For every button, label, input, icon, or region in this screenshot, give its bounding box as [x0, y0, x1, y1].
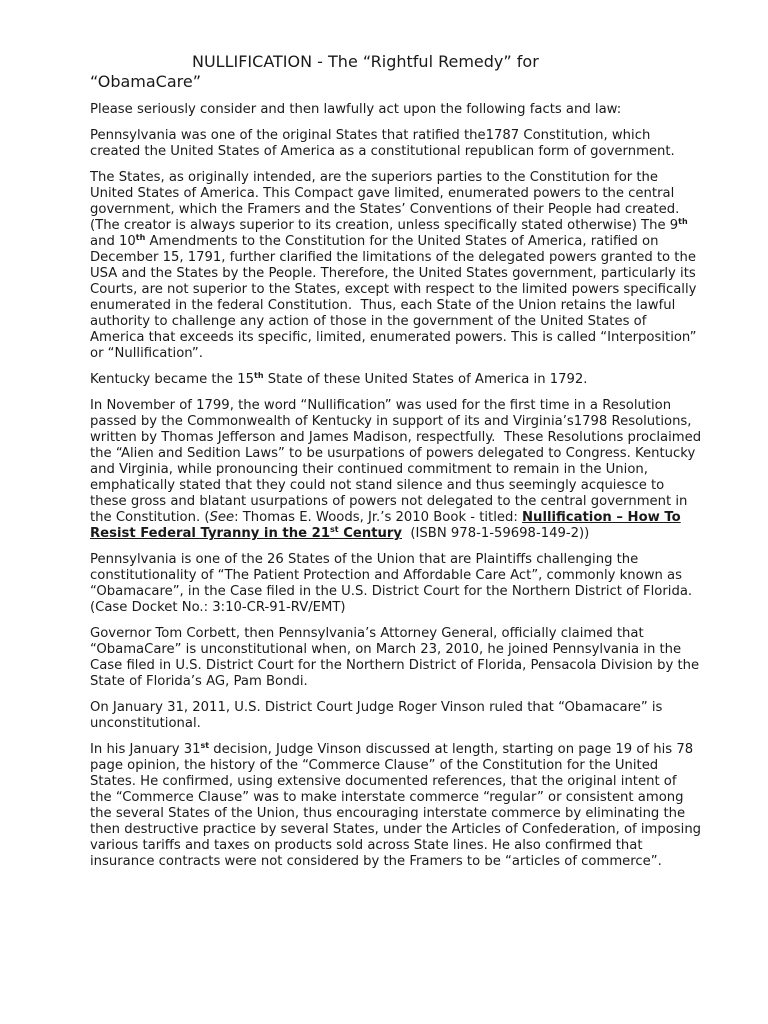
paragraph-commerce-clause: In his January 31st decision, Judge Vinson discussed at length, starting on page 19 of his 78 page opinion, the history of the “Commerce Clause” of the Constitution for the United States. He confirmed, using extensive documented references, that the original intent of the “Commerce Clause” was to make interstate commerce “regular” or consistent among the several States of the Union, thus encouraging interstate commerce by eliminating the then destructive practice by several States, under the Articles of Confederation, of imposing various tariffs and taxes on products sold across State lines. He also confirmed that insurance contracts were not considered by the Framers to be “articles of commerce”.	[90, 741, 702, 869]
paragraph-pennsylvania-ratified: Pennsylvania was one of the original States that ratified the1787 Constitution, which created the United States of America as a constitutional republican form of government.	[90, 128, 675, 159]
paragraph-states-superior: The States, as originally intended, are the superiors parties to the Constitution for the United States of America. This Compact gave limited, enumerated powers to the central government, which the Framers and the States’ Conventions of their People had created. (The creator is always superior to its creation, unless specifically stated otherwise) The 9th and 10th Amendments to the Constitution for the United States of America, ratified on December 15, 1791, further clarified the limitations of the delegated powers granted to the USA and the States by the People. Therefore, the United States government, particularly its Courts, are not superior to the States, except with respect to the limited powers specifically enumerated in the federal Constitution. Thus, each State of the Union retains the lawful authority to challenge any action of those in the government of the United States of America that exceeds its specific, limited, enumerated powers. This is called “Interposition” or “Nullification”.	[90, 170, 697, 361]
book-title: Nullification – How To Resist Federal Tyranny in the 21st Century	[90, 510, 681, 541]
document-title	[90, 52, 690, 92]
paragraph-intro: Please seriously consider and then lawfully act upon the following facts and law:	[90, 102, 622, 117]
title-line-2: “ObamaCare”	[90, 72, 201, 91]
paragraph-plaintiffs: Pennsylvania is one of the 26 States of the Union that are Plaintiffs challenging the constitutionality of “The Patient Protection and Affordable Care Act”, commonly known as “Obamacare”, in the Case filed in the U.S. District Court for the Northern District of Florida. (Case Docket No.: 3:10-CR-91-RV/EMT)	[90, 552, 693, 615]
paragraph-kentucky: Kentucky became the 15th State of these United States of America in 1792.	[90, 371, 588, 387]
title-line-1: NULLIFICATION - The “Rightful Remedy” for	[192, 52, 539, 71]
paragraph-vinson-ruling: On January 31, 2011, U.S. District Court Judge Roger Vinson ruled that “Obamacare” is unconstitutional.	[90, 700, 663, 731]
paragraph-nullification-history: In November of 1799, the word “Nullification” was used for the first time in a Resolution passed by the Commonwealth of Kentucky in support of its and Virginia’s1798 Resolutions, written by Thomas Jefferson and James Madison, respectfully. These Resolutions proclaimed the “Alien and Sedition Laws” to be usurpations of powers delegated to Congress. Kentucky and Virginia, while pronouncing their continued commitment to remain in the Union, emphatically stated that they could not stand silence and thus seemingly acquiesce to these gross and blatant usurpations of powers not delegated to the central government in the Constitution. (See: Thomas E. Woods, Jr.’s 2010 Book - titled: Nullification – How To Resist Federal Tyranny in the 21st Century (ISBN 978-1-59698-149-2))	[90, 398, 702, 541]
paragraph-corbett: Governor Tom Corbett, then Pennsylvania’s Attorney General, officially claimed that “ObamaCare” is unconstitutional when, on March 23, 2010, he joined Pennsylvania in the Case filed in U.S. District Court for the Northern District of Florida, Pensacola Division by the State of Florida’s AG, Pam Bondi.	[90, 626, 700, 689]
document-body	[90, 102, 702, 880]
